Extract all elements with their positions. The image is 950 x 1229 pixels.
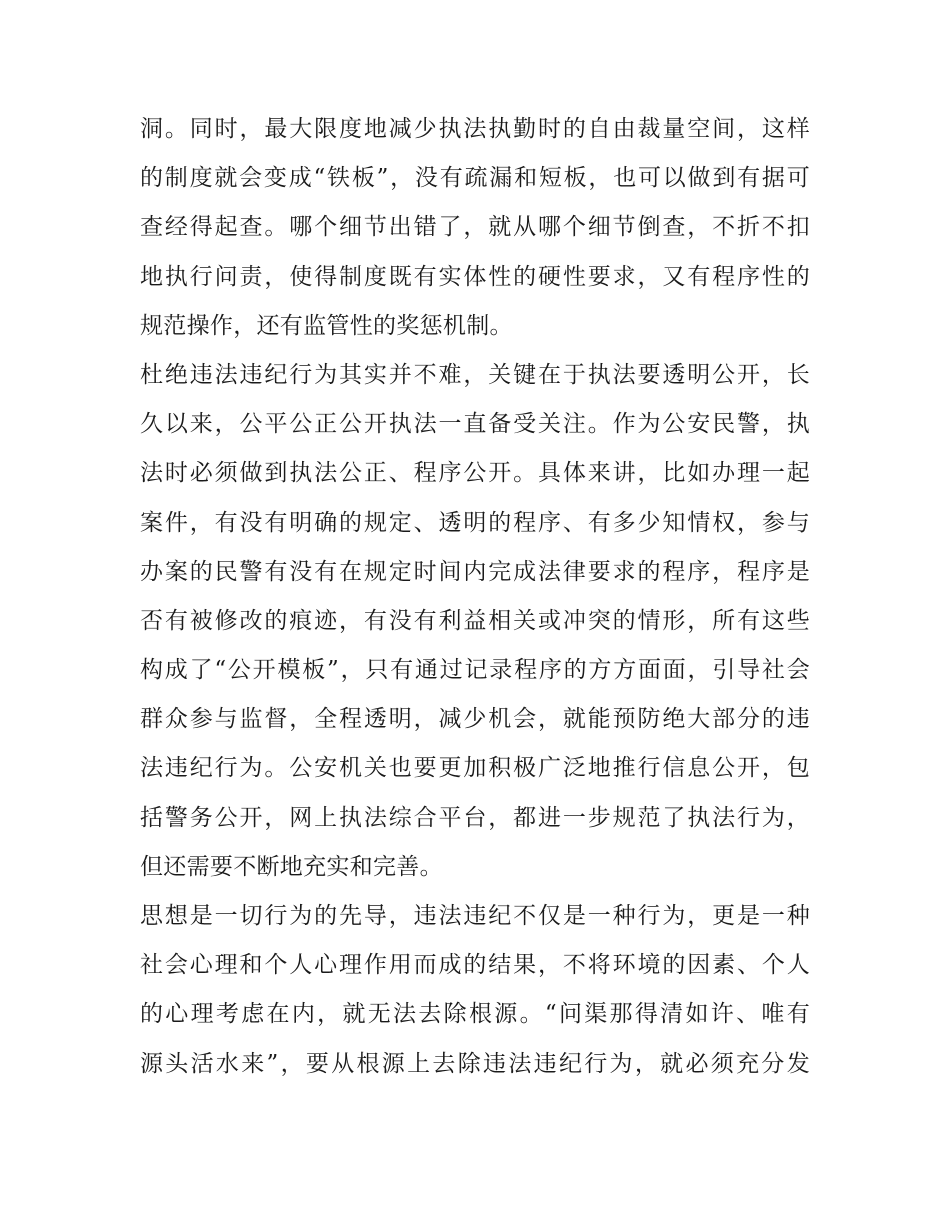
paragraph-2-line-6: 否有被修改的痕迹，有没有利益相关或冲突的情形，所有这些 — [140, 607, 810, 634]
paragraph-3-line-2: 社会心理和个人心理作用而成的结果，不将环境的因素、个人 — [140, 952, 810, 979]
paragraph-2-line-8: 群众参与监督，全程透明，减少机会，就能预防绝大部分的违 — [140, 706, 810, 733]
paragraph-2-line-10: 括警务公开，网上执法综合平台，都进一步规范了执法行为， — [140, 804, 810, 831]
paragraph-1-line-2: 的制度就会变成“铁板”，没有疏漏和短板，也可以做到有据可 — [140, 165, 810, 192]
body-text — [140, 105, 810, 1089]
paragraph-2-line-1: 杜绝违法违纪行为其实并不难，关键在于执法要透明公开，长 — [140, 361, 810, 388]
paragraph-3-line-1: 思想是一切行为的先导，违法违纪不仅是一种行为，更是一种 — [140, 903, 810, 929]
paragraph-2-line-3: 法时必须做到执法公正、程序公开。具体来讲，比如办理一起 — [140, 460, 810, 487]
paragraph-3-line-4: 源头活水来”，要从根源上去除违法违纪行为，就必须充分发 — [140, 1050, 810, 1077]
paragraph-2-line-5: 办案的民警有没有在规定时间内完成法律要求的程序，程序是 — [140, 558, 810, 585]
paragraph-1-line-4: 地执行问责，使得制度既有实体性的硬性要求，又有程序性的 — [140, 263, 810, 290]
paragraph-1-line-5: 规范操作，还有监管性的奖惩机制。 — [140, 312, 513, 339]
paragraph-1-line-1: 洞。同时，最大限度地减少执法执勤时的自由裁量空间，这样 — [140, 116, 810, 142]
paragraph-2-line-9: 法违纪行为。公安机关也要更加积极广泛地推行信息公开，包 — [140, 755, 810, 782]
paragraph-2-line-2: 久以来，公平公正公开执法一直备受关注。作为公安民警，执 — [140, 411, 810, 438]
paragraph-2-line-4: 案件，有没有明确的规定、透明的程序、有多少知情权，参与 — [140, 509, 810, 536]
paragraph-3-line-3: 的心理考虑在内，就无法去除根源。“问渠那得清如许、唯有 — [140, 1001, 810, 1028]
paragraph-2-line-11: 但还需要不断地充实和完善。 — [140, 853, 443, 880]
paragraph-1-line-3: 查经得起查。哪个细节出错了，就从哪个细节倒查，不折不扣 — [140, 214, 810, 241]
paragraph-2-line-7: 构成了“公开模板”，只有通过记录程序的方方面面，引导社会 — [140, 657, 810, 684]
